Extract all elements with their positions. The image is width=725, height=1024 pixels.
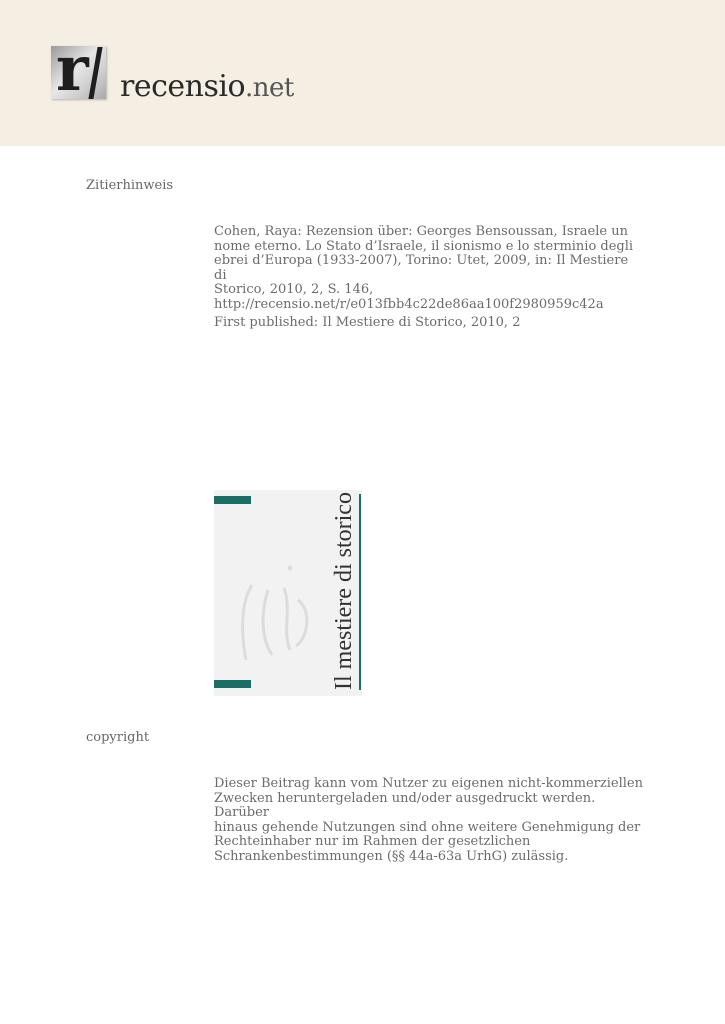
first-published: First published: Il Mestiere di Storico, 2010, 2 <box>214 315 521 330</box>
copyright-line: Rechteinhaber nur im Rahmen der gesetzlichen <box>214 834 531 850</box>
logo-letter: r <box>56 32 89 105</box>
citation-text <box>214 225 644 313</box>
cover-bottom-bar <box>214 680 251 688</box>
copyright-line: hinaus gehende Nutzungen sind ohne weitere Genehmigung der <box>214 819 641 835</box>
journal-cover <box>214 490 362 696</box>
citation-url[interactable]: http://recensio.net/r/e013fbb4c22de86aa100f2980959c42a <box>214 296 604 312</box>
copyright-line: Zwecken heruntergeladen und/oder ausgedruckt werden. Darüber <box>214 790 596 821</box>
copyright-label: copyright <box>86 730 150 745</box>
brand-tld: .net <box>245 73 294 103</box>
cover-vertical-rule <box>359 494 361 690</box>
brand-name-text: recensio <box>120 69 246 104</box>
citation-line: Cohen, Raya: Rezension über: Georges Bensoussan, Israele un <box>214 224 628 239</box>
copyright-text <box>214 777 644 865</box>
cover-top-bar <box>214 496 251 504</box>
citation-label: Zitierhinweis <box>86 178 174 193</box>
citation-line: ebrei d’Europa (1933-2007), Torino: Utet, 2009, in: Il Mestiere di <box>214 253 629 283</box>
page-header <box>0 0 725 146</box>
copyright-line: Dieser Beitrag kann vom Nutzer zu eigenen nicht-kommerziellen <box>214 776 643 791</box>
cover-watermark-monogram <box>232 560 322 670</box>
citation-line: Storico, 2010, 2, S. 146, <box>214 282 374 298</box>
citation-line: nome eterno. Lo Stato d’Israele, il sionismo e lo sterminio degli <box>214 238 634 254</box>
copyright-line: Schrankenbestimmungen (§§ 44a-63a UrhG) zulässig. <box>214 848 569 864</box>
cover-title: Il mestiere di storico <box>331 492 357 690</box>
brand-name <box>120 68 294 107</box>
